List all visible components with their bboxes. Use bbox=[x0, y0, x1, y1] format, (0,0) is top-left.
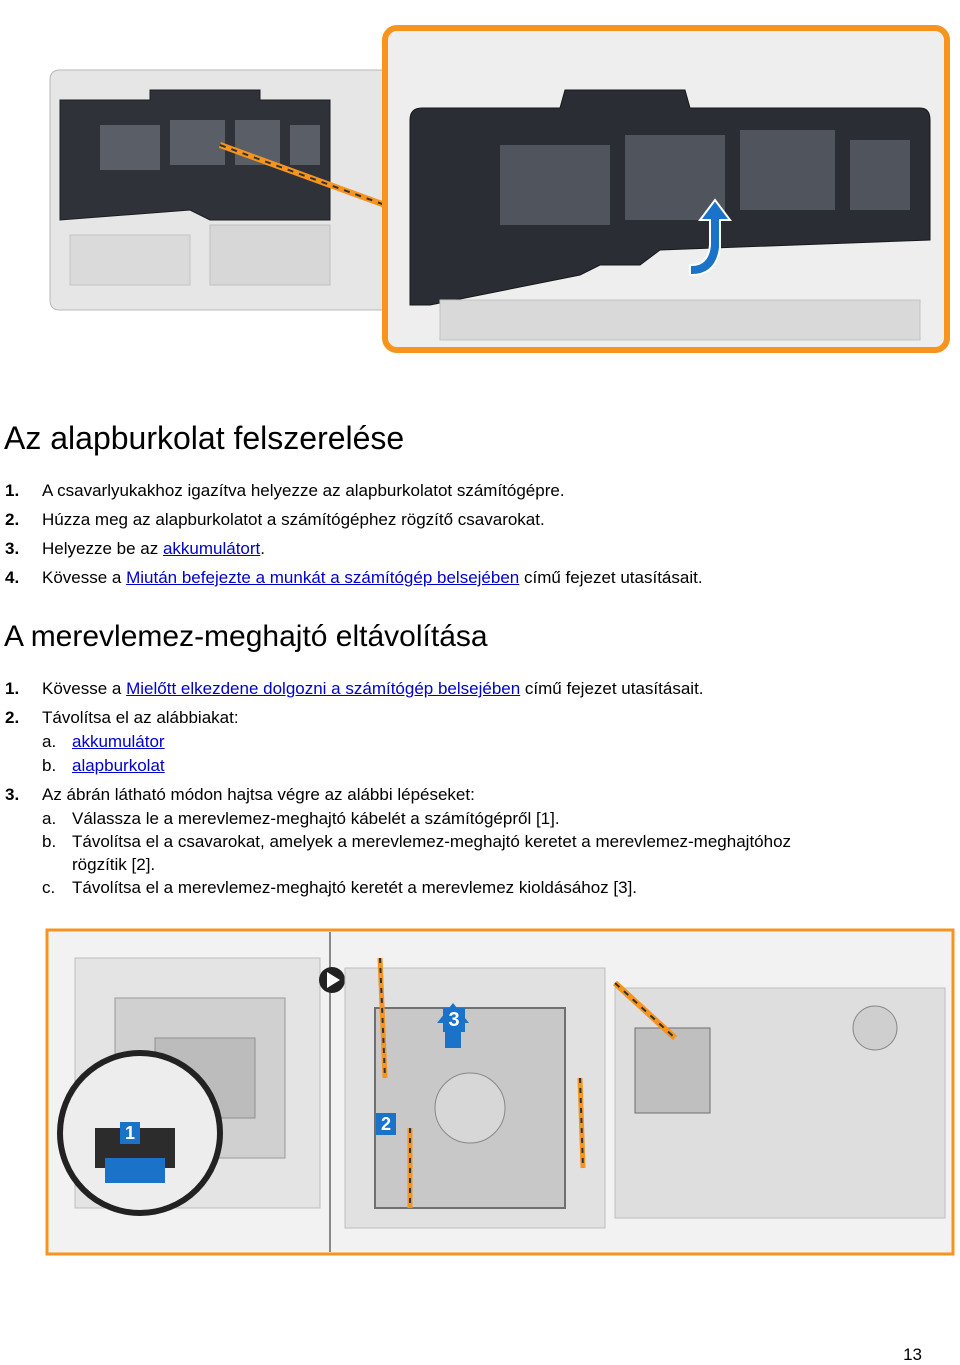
link-alapburkolat[interactable]: alapburkolat bbox=[72, 756, 165, 775]
detail-frame bbox=[385, 28, 947, 350]
right-panel bbox=[615, 983, 945, 1218]
link-mielott-elkezdene[interactable]: Mielőtt elkezdene dolgozni a számítógép belsejében bbox=[126, 679, 521, 698]
base-cover-illustration bbox=[40, 20, 955, 360]
link-miutan-befejezte[interactable]: Miután befejezte a munkát a számítógép belsejében bbox=[126, 568, 520, 587]
page-number: 13 bbox=[903, 1345, 922, 1364]
hdd-removal-illustration bbox=[45, 928, 955, 1258]
section2-title: A merevlemez-meghajtó eltávolítása bbox=[4, 620, 488, 653]
middle-panel bbox=[345, 958, 605, 1228]
section1-title: Az alapburkolat felszerelése bbox=[4, 420, 405, 456]
link-akkumulatort[interactable]: akkumulátort bbox=[162, 539, 261, 558]
callout-3: 3 bbox=[443, 1008, 465, 1032]
link-akkumulator[interactable]: akkumulátor bbox=[72, 732, 165, 751]
left-panel bbox=[60, 958, 320, 1213]
callout-2: 2 bbox=[376, 1113, 396, 1135]
callout-1: 1 bbox=[120, 1122, 140, 1144]
